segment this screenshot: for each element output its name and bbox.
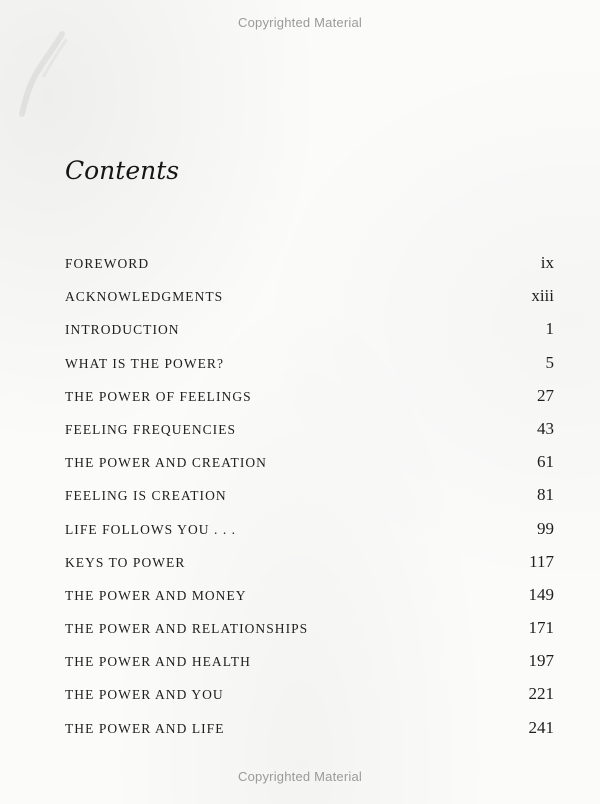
toc-entry-page: 149 xyxy=(528,584,554,604)
toc-entry-label: THE POWER OF FEELINGS xyxy=(65,388,252,404)
table-of-contents xyxy=(65,253,554,751)
toc-entry-page: 5 xyxy=(545,352,554,372)
toc-entry[interactable] xyxy=(65,253,554,286)
toc-entry[interactable] xyxy=(65,485,554,518)
toc-entry-label: ACKNOWLEDGMENTS xyxy=(65,289,224,305)
toc-entry-page: 27 xyxy=(537,385,554,405)
paper-smudge-decoration xyxy=(14,30,74,120)
toc-entry-label: THE POWER AND HEALTH xyxy=(65,654,251,670)
toc-entry[interactable] xyxy=(65,618,554,651)
toc-entry-label: FEELING FREQUENCIES xyxy=(65,421,237,437)
toc-entry-label: THE POWER AND MONEY xyxy=(65,587,247,603)
toc-entry-label: LIFE FOLLOWS YOU . . . xyxy=(65,521,237,537)
toc-entry[interactable] xyxy=(65,319,554,352)
copyright-watermark-top: Copyrighted Material xyxy=(238,15,362,30)
toc-entry[interactable] xyxy=(65,386,554,419)
toc-entry-label: KEYS TO POWER xyxy=(65,554,186,570)
toc-entry-label: THE POWER AND RELATIONSHIPS xyxy=(65,621,309,637)
toc-entry-page: 221 xyxy=(528,684,554,704)
toc-entry-page: 43 xyxy=(537,418,554,438)
toc-entry[interactable] xyxy=(65,552,554,585)
toc-entry[interactable] xyxy=(65,718,554,751)
toc-entry-label: WHAT IS THE POWER? xyxy=(65,355,225,371)
toc-entry-label: FOREWORD xyxy=(65,256,150,271)
toc-entry[interactable] xyxy=(65,519,554,552)
toc-entry-label: INTRODUCTION xyxy=(65,322,180,338)
copyright-watermark-bottom: Copyrighted Material xyxy=(238,769,362,784)
toc-entry-page: 197 xyxy=(528,651,554,671)
toc-entry-page: 99 xyxy=(537,518,554,538)
toc-entry-page: ix xyxy=(540,253,554,272)
toc-entry-page: 61 xyxy=(537,452,554,472)
toc-entry-page: 241 xyxy=(528,717,554,737)
toc-entry-page: 1 xyxy=(545,319,554,339)
toc-entry-page: 81 xyxy=(537,485,554,505)
toc-entry[interactable] xyxy=(65,286,554,319)
toc-entry-page: xiii xyxy=(531,286,554,306)
toc-entry-label: THE POWER AND CREATION xyxy=(65,455,267,471)
toc-entry-label: THE POWER AND LIFE xyxy=(65,720,225,736)
toc-entry-page: 117 xyxy=(529,551,554,571)
toc-entry[interactable] xyxy=(65,452,554,485)
toc-entry-label: FEELING IS CREATION xyxy=(65,488,227,504)
page-title: Contents xyxy=(65,156,180,185)
toc-entry[interactable] xyxy=(65,684,554,717)
toc-entry-label: THE POWER AND YOU xyxy=(65,687,224,703)
toc-entry[interactable] xyxy=(65,651,554,684)
toc-entry-page: 171 xyxy=(528,618,554,638)
toc-entry[interactable] xyxy=(65,419,554,452)
toc-entry[interactable] xyxy=(65,353,554,386)
toc-entry[interactable] xyxy=(65,585,554,618)
